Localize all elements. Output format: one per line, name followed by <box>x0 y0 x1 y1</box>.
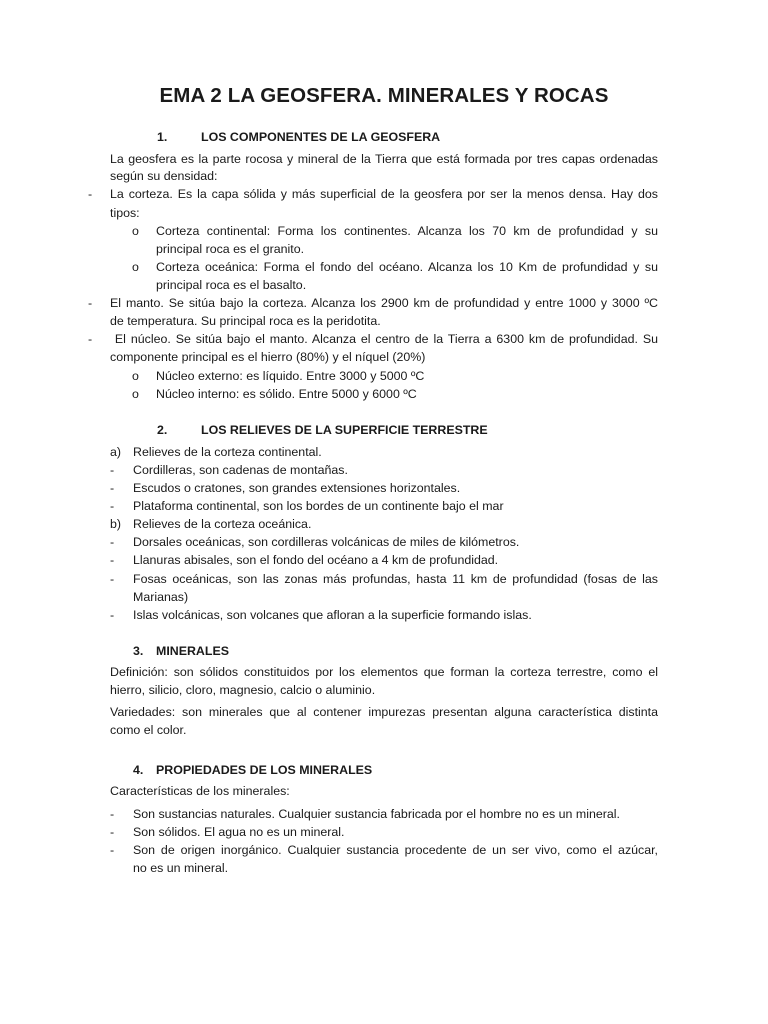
section-4-heading: PROPIEDADES DE LOS MINERALES <box>156 763 373 777</box>
dash-marker: - <box>110 553 115 567</box>
caracteristicas-intro: Características de los minerales: <box>110 784 290 798</box>
corteza-line-1: La corteza. Es la capa sólida y más superficial de la geosfera por ser la menos densa. Hay dos <box>110 187 658 201</box>
variedades-line-2: como el color. <box>110 723 187 737</box>
dash-marker: - <box>110 481 115 495</box>
continental-line-1: Corteza continental: Forma los continentes. Alcanza los 70 km de profundidad y su <box>156 224 658 238</box>
oceanica-line-2: principal roca es el basalto. <box>156 278 307 292</box>
fosas-line-2: Marianas) <box>133 590 189 604</box>
list-item: Son sólidos. El agua no es un mineral. <box>133 825 345 839</box>
dash-marker: - <box>110 535 115 549</box>
dash-marker: - <box>110 807 115 821</box>
relieves-oceanica: Relieves de la corteza oceánica. <box>133 517 312 531</box>
s1-intro-line-2: según su densidad: <box>110 169 218 183</box>
bullet-marker: o <box>132 369 139 383</box>
bullet-marker: o <box>132 260 139 274</box>
nucleo-externo: Núcleo externo: es líquido. Entre 3000 y 5000 ºC <box>156 369 425 383</box>
dash-marker: - <box>88 187 93 201</box>
dash-marker: - <box>110 499 115 513</box>
nucleo-line-1: El núcleo. Se sitúa bajo el manto. Alcanza el centro de la Tierra a 6300 km de profundidad. Su <box>110 332 658 346</box>
manto-line-2: de temperatura. Su principal roca es la peridotita. <box>110 314 381 328</box>
list-item: Son sustancias naturales. Cualquier sustancia fabricada por el hombre no es un mineral. <box>133 807 620 821</box>
section-1-heading: LOS COMPONENTES DE LA GEOSFERA <box>201 130 441 144</box>
section-4-number: 4. <box>133 763 144 777</box>
list-letter-a: a) <box>110 445 122 459</box>
nucleo-line-2: componente principal es el hierro (80%) y el níquel (20%) <box>110 350 426 364</box>
section-1-number: 1. <box>157 130 168 144</box>
list-item: Escudos o cratones, son grandes extensiones horizontales. <box>133 481 461 495</box>
list-item: Plataforma continental, son los bordes de un continente bajo el mar <box>133 499 504 513</box>
dash-marker: - <box>88 332 93 346</box>
section-2-heading: LOS RELIEVES DE LA SUPERFICIE TERRESTRE <box>201 423 488 437</box>
nucleo-interno: Núcleo interno: es sólido. Entre 5000 y 6000 ºC <box>156 387 417 401</box>
dash-marker: - <box>110 572 115 586</box>
list-letter-b: b) <box>110 517 122 531</box>
origen-line-1: Son de origen inorgánico. Cualquier sustancia procedente de un ser vivo, como el azúcar, <box>133 843 658 857</box>
corteza-line-2: tipos: <box>110 206 140 220</box>
dash-marker: - <box>110 825 115 839</box>
definicion-line-1: Definición: son sólidos constituidos por los elementos que forman la corteza terrestre, como el <box>110 665 658 679</box>
list-item: Islas volcánicas, son volcanes que afloran a la superficie formando islas. <box>133 608 532 622</box>
continental-line-2: principal roca es el granito. <box>156 242 305 256</box>
dash-marker: - <box>110 608 115 622</box>
list-item: Llanuras abisales, son el fondo del océano a 4 km de profundidad. <box>133 553 499 567</box>
bullet-marker: o <box>132 387 139 401</box>
dash-marker: - <box>110 463 115 477</box>
list-item: Dorsales oceánicas, son cordilleras volcánicas de miles de kilómetros. <box>133 535 520 549</box>
page-title: EMA 2 LA GEOSFERA. MINERALES Y ROCAS <box>159 84 609 107</box>
section-2-number: 2. <box>157 423 168 437</box>
dash-marker: - <box>88 296 93 310</box>
dash-marker: - <box>110 843 115 857</box>
origen-line-2: no es un mineral. <box>133 861 229 875</box>
oceanica-line-1: Corteza oceánica: Forma el fondo del océano. Alcanza los 10 Km de profundidad y su <box>156 260 658 274</box>
list-item: Cordilleras, son cadenas de montañas. <box>133 463 348 477</box>
relieves-continental: Relieves de la corteza continental. <box>133 445 322 459</box>
manto-line-1: El manto. Se sitúa bajo la corteza. Alcanza los 2900 km de profundidad y entre 1000 y 3000 ºC <box>110 296 658 310</box>
definicion-line-2: hierro, silicio, cloro, magnesio, calcio o aluminio. <box>110 683 376 697</box>
variedades-line-1: Variedades: son minerales que al contener impurezas presentan alguna característica distinta <box>110 705 658 719</box>
section-3-number: 3. <box>133 644 144 658</box>
section-3-heading: MINERALES <box>156 644 229 658</box>
s1-intro-line-1: La geosfera es la parte rocosa y mineral de la Tierra que está formada por tres capas ordenadas <box>110 152 658 166</box>
bullet-marker: o <box>132 224 139 238</box>
fosas-line-1: Fosas oceánicas, son las zonas más profundas, hasta 11 km de profundidad (fosas de las <box>133 572 658 586</box>
